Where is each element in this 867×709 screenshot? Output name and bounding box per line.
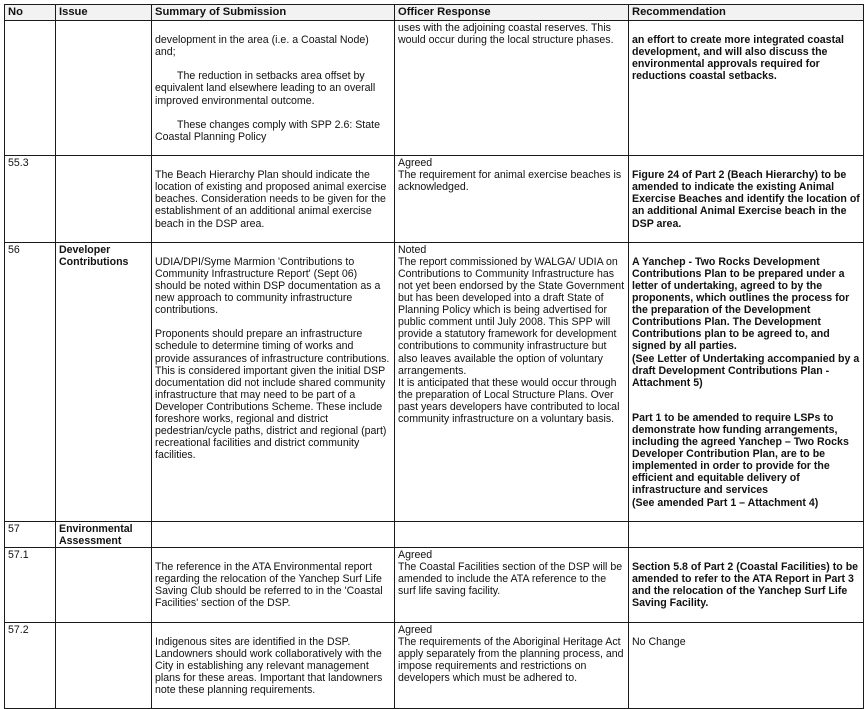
row-recommendation bbox=[629, 547, 864, 622]
submissions-table bbox=[4, 4, 864, 709]
table-row bbox=[5, 622, 864, 709]
summary-paragraph: The reduction in setbacks area offset by equivalent land elsewhere leading to an overall improved environmental outcome. bbox=[155, 70, 376, 107]
row-issue: Developer Contributions bbox=[56, 242, 152, 521]
summary-paragraph: Indigenous sites are identified in the DSP. Landowners should work collaboratively with the City in establishing any relevant management plans for these areas. Important that landowners note these planning requirements. bbox=[155, 635, 383, 696]
row-number: 57.1 bbox=[5, 547, 56, 622]
row-officer-response: Agreed The requirement for animal exercise beaches is acknowledged. bbox=[395, 156, 629, 243]
row-number: 57.2 bbox=[5, 622, 56, 709]
row-recommendation bbox=[629, 156, 864, 243]
row-issue bbox=[56, 21, 152, 156]
recommendation-paragraph: Figure 24 of Part 2 (Beach Hierarchy) to be amended to indicate the existing Animal Exercise Beaches and identify the location of an additional Animal Exercise beach in the DSP area. bbox=[632, 169, 860, 230]
row-officer-response bbox=[395, 521, 629, 547]
header-summary: Summary of Submission bbox=[152, 5, 395, 21]
recommendation-paragraph: A Yanchep - Two Rocks Development Contributions Plan to be prepared under a letter of undertaking, agreed to by the proponents, which outlines the process for the preparation of the Development Contributions Plan. The Development Contributions plan to be agreed to, and signed by all parties. (See Letter of Undertaking accompanied by a draft Development Contributions Plan - Attachment 5) bbox=[632, 255, 860, 389]
row-issue bbox=[56, 622, 152, 709]
row-recommendation bbox=[629, 242, 864, 521]
row-issue: Environmental Assessment bbox=[56, 521, 152, 547]
table-header-row bbox=[5, 5, 864, 21]
row-issue bbox=[56, 547, 152, 622]
row-summary bbox=[152, 622, 395, 709]
header-no: No bbox=[5, 5, 56, 21]
row-recommendation bbox=[629, 622, 864, 709]
row-officer-response: Agreed The Coastal Facilities section of the DSP will be amended to include the ATA reference to the surf life saving facility. bbox=[395, 547, 629, 622]
summary-paragraph: The Beach Hierarchy Plan should indicate the location of existing and proposed animal exercise beaches. Consideration needs to be given for the establishment of an additional animal exercise beach in the DSP area. bbox=[155, 169, 387, 230]
recommendation-paragraph: Part 1 to be amended to require LSPs to demonstrate how funding arrangements, including the agreed Yanchep – Two Rocks Developer Contribution Plan, are to be implemented in order to provide for the efficient and equitable delivery of infrastructure and services (See amended Part 1 – Attachment 4) bbox=[632, 411, 849, 509]
summary-paragraph: development in the area (i.e. a Coastal Node) and; bbox=[155, 34, 369, 59]
row-summary bbox=[152, 156, 395, 243]
row-recommendation bbox=[629, 521, 864, 547]
header-issue: Issue bbox=[56, 5, 152, 21]
row-officer-response: Noted The report commissioned by WALGA/ UDIA on Contributions to Community Infrastructure has not yet been endorsed by the State Government but has been developed into a draft State of Planning Policy which is being advertised for public comment until July 2008. This SPP will provide a statutory framework for development contributions to community infrastructure but also leaves available the option of voluntary arrangements. It is anticipated that these would occur through the preparation of Local Structure Plans. Over past years developers have contributed to local community infrastructure on a voluntary basis. bbox=[395, 242, 629, 521]
summary-paragraph: Proponents should prepare an infrastructure schedule to determine timing of works and provide assurances of infrastructure contributions. This is considered important given the initial DSP documentation did not include shared community infrastructure that may need to be part of a Developer Contributions Scheme. These include foreshore works, regional and district pedestrian/cycle paths, district and regional (part) recreational facilities and district community facilities. bbox=[155, 328, 390, 462]
header-officer-response: Officer Response bbox=[395, 5, 629, 21]
row-officer-response: uses with the adjoining coastal reserves. This would occur during the local structure phases. bbox=[395, 21, 629, 156]
recommendation-paragraph: Section 5.8 of Part 2 (Coastal Facilities) to be amended to refer to the ATA Report in Part 3 and the relocation of the Yanchep Surf Life Saving Facility. bbox=[632, 561, 859, 610]
row-number: 57 bbox=[5, 521, 56, 547]
row-summary bbox=[152, 547, 395, 622]
row-summary bbox=[152, 21, 395, 156]
summary-paragraph: The reference in the ATA Environmental report regarding the relocation of the Yanchep Surf Life Saving Club should be referred to in the 'Coastal Facilities' section of the DSP. bbox=[155, 561, 383, 610]
table-row bbox=[5, 156, 864, 243]
row-officer-response: Agreed The requirements of the Aboriginal Heritage Act apply separately from the planning process, and impose requirements and restrictions on developers which must be adhered to. bbox=[395, 622, 629, 709]
summary-paragraph: UDIA/DPI/Syme Marmion 'Contributions to Community Infrastructure Report' (Sept 06) should be noted within DSP documentation as a new approach to community infrastructure contributions. bbox=[155, 255, 381, 317]
header-recommendation: Recommendation bbox=[629, 5, 864, 21]
row-number: 56 bbox=[5, 242, 56, 521]
recommendation-paragraph: No Change bbox=[632, 635, 686, 648]
row-summary bbox=[152, 521, 395, 547]
row-recommendation bbox=[629, 21, 864, 156]
table-row bbox=[5, 547, 864, 622]
row-number bbox=[5, 21, 56, 156]
table-row bbox=[5, 242, 864, 521]
row-number: 55.3 bbox=[5, 156, 56, 243]
row-issue bbox=[56, 156, 152, 243]
table-row bbox=[5, 521, 864, 547]
table-row bbox=[5, 21, 864, 156]
summary-paragraph: These changes comply with SPP 2.6: State Coastal Planning Policy bbox=[155, 118, 380, 143]
recommendation-paragraph: an effort to create more integrated coastal development, and will also discuss the environmental approvals required for reductions coastal setbacks. bbox=[632, 34, 844, 83]
row-summary bbox=[152, 242, 395, 521]
